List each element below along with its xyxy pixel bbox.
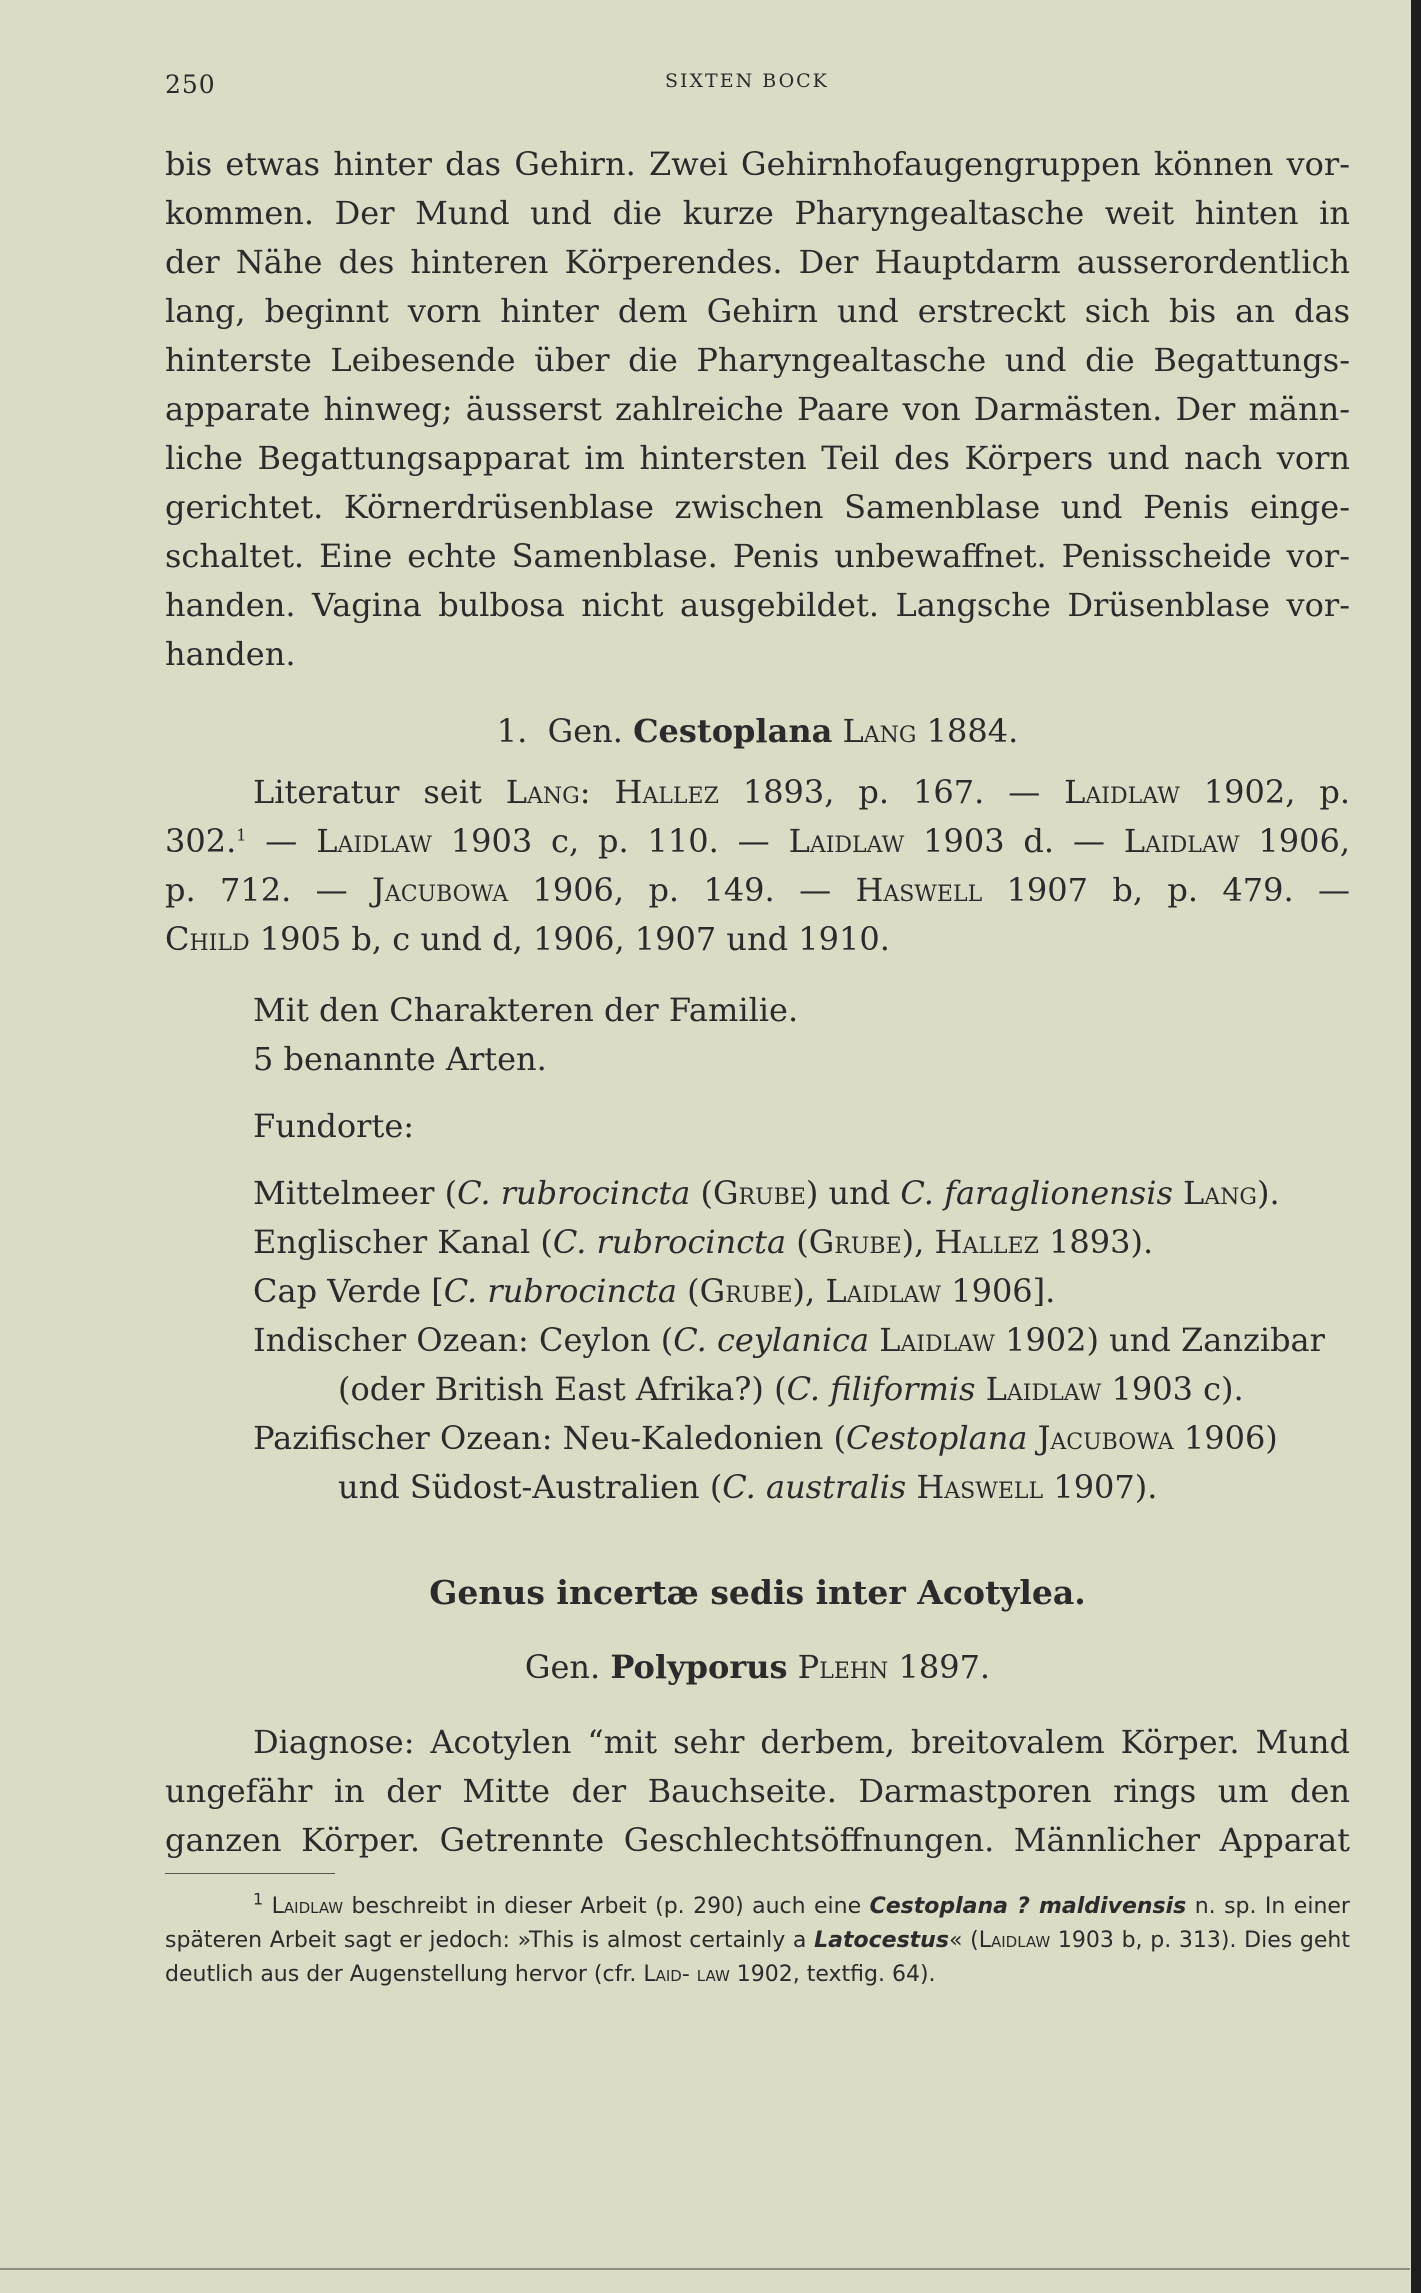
intro-paragraph — [165, 140, 1350, 679]
text-line: lang, beginnt vorn hinter dem Gehirn und erstreckt sich bis an das — [165, 292, 1350, 330]
text-line: kommen. Der Mund und die kurze Pharyngealtasche weit hinten in — [165, 194, 1350, 232]
localities-list — [165, 1169, 1350, 1512]
fundorte-label: Fundorte: — [253, 1107, 415, 1145]
literature-line: p. 712. — Jacubowa 1906, p. 149. — Haswell 1907 b, p. 479. — — [165, 871, 1351, 909]
page-number: 250 — [165, 70, 216, 99]
text-line: gerichtet. Körnerdrüsenblase zwischen Samenblase und Penis einge- — [165, 488, 1350, 526]
diagnosis-line: ganzen Körper. Getrennte Geschlechtsöffnungen. Männlicher Apparat — [165, 1821, 1350, 1859]
locality-line: Indischer Ozean: Ceylon (C. ceylanica Laidlaw 1902) und Zanzibar — [253, 1321, 1325, 1359]
body-text — [165, 140, 1350, 1992]
locality-line: (oder British East Afrika?) (C. filiformis Laidlaw 1903 c). — [338, 1370, 1244, 1408]
running-title: SIXTEN BOCK — [665, 70, 829, 92]
text-line: apparate hinweg; äusserst zahlreiche Paare von Darmästen. Der männ- — [165, 390, 1350, 428]
text-line: schaltet. Eine echte Samenblase. Penis unbewaffnet. Penisscheide vor- — [165, 537, 1350, 575]
section-heading: Genus incertæ sedis inter Acotylea. — [429, 1573, 1086, 1612]
text-line: handen. — [165, 635, 296, 673]
footnote-rule — [165, 1873, 335, 1874]
text-line: liche Begattungsapparat im hintersten Teil des Körpers und nach vorn — [165, 439, 1350, 477]
text-line: der Nähe des hinteren Körperendes. Der Hauptdarm ausserordentlich — [165, 243, 1350, 281]
running-head — [165, 70, 1350, 100]
genus-name: Cestoplana — [633, 712, 833, 750]
text-line: bis etwas hinter das Gehirn. Zwei Gehirnhofaugengruppen können vor- — [165, 145, 1350, 183]
footnote-marker: 1 — [236, 825, 247, 845]
locality-line: und Südost-Australien (C. australis Haswell 1907). — [338, 1468, 1158, 1506]
literature-line: Child 1905 b, c und d, 1906, 1907 und 1910. — [165, 920, 890, 958]
locality-line: Pazifischer Ozean: Neu-Kaledonien (Cestoplana Jacubowa 1906) — [253, 1419, 1278, 1457]
diagnosis-line: ungefähr in der Mitte der Bauchseite. Darmastporen rings um den — [165, 1772, 1350, 1810]
genus-heading: 1. Gen. Cestoplana Lang 1884. — [496, 712, 1019, 750]
page-edge — [1411, 0, 1421, 2293]
literature-line: Literatur seit Lang: Hallez 1893, p. 167. — Laidlaw 1902, p. — [253, 773, 1351, 811]
text-line: handen. Vagina bulbosa nicht ausgebildet. Langsche Drüsenblase vor- — [165, 586, 1350, 624]
locality-line: Cap Verde [C. rubrocincta (Grube), Laidlaw 1906]. — [253, 1272, 1056, 1310]
locality-line: Englischer Kanal (C. rubrocincta (Grube), Hallez 1893). — [253, 1223, 1154, 1261]
literature-line: 302.$^1$ — Laidlaw 1903 c, p. 110. — Laidlaw 1903 d. — Laidlaw 1906, — [165, 822, 1351, 860]
locality-line: Mittelmeer (C. rubrocincta (Grube) und C. faraglionensis Lang). — [253, 1174, 1280, 1212]
text-line: hinterste Leibesende über die Pharyngealtasche und die Begattungs- — [165, 341, 1350, 379]
bottom-rule — [0, 2268, 1410, 2270]
genus-heading: Gen. Polyporus Plehn 1897. — [524, 1648, 991, 1686]
footnote: $^1$ Laidlaw beschreibt in dieser Arbeit (p. 290) auch eine Cestoplana ? maldivensis n. sp. In einer späteren Arbeit sagt er jedoch: »This is almost certainly a Latocestus« (Laidlaw 1903 b, p. 313). Dies geht deutlich aus der Augenstellung hervor (cfr. Laid- law 1902, textfig. 64). — [165, 1889, 1350, 1987]
characters-line: Mit den Charakteren der Familie. — [253, 991, 799, 1029]
diagnosis-label: Diagnose: — [253, 1723, 415, 1761]
diagnosis-paragraph — [165, 1718, 1350, 1865]
literature-paragraph — [165, 768, 1350, 964]
genus-name: Polyporus — [610, 1648, 788, 1686]
diagnosis-line: Diagnose: Acotylen “mit sehr derbem, breitovalem Körper. Mund — [253, 1723, 1350, 1761]
footnote-marker: 1 — [253, 1889, 264, 1909]
species-count-line: 5 benannte Arten. — [253, 1040, 547, 1078]
